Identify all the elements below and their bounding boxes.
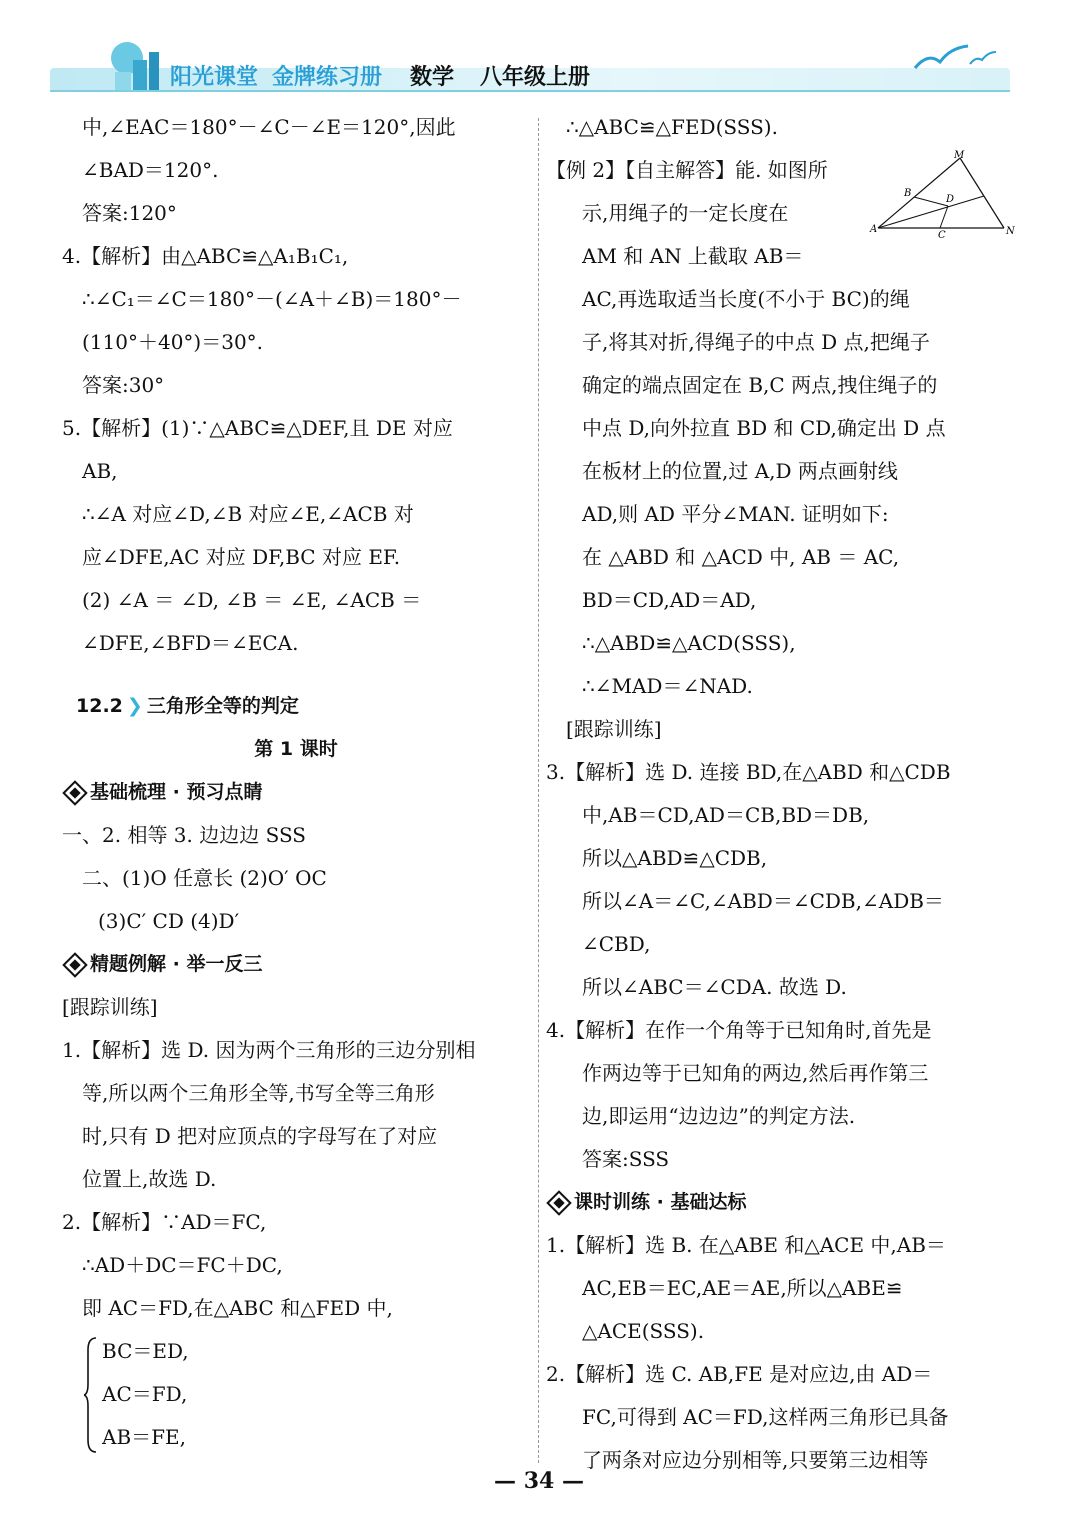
text-line: AM 和 AN 上截取 AB＝ (582, 244, 804, 268)
point-label: M (954, 150, 965, 161)
subsection-heading (62, 771, 530, 814)
subsection-title: 课时训练 · 基础达标 (574, 1191, 747, 1213)
question-1: 1.【解析】选 D. 因为两个三角形的三边分别相 (62, 1038, 476, 1062)
point-label: D (946, 194, 955, 205)
question-3: 3.【解析】选 D. 连接 BD,在△ABD 和△CDB (546, 760, 951, 784)
text-line: ∠DFE,∠BFD＝∠ECA. (82, 631, 299, 655)
text-line: 作两边等于已知角的两边,然后再作第三 (582, 1061, 929, 1085)
text-line: 应∠DFE,AC 对应 DF,BC 对应 EF. (82, 545, 401, 569)
text-line: (2) ∠A ＝ ∠D, ∠B ＝ ∠E, ∠ACB ＝ (82, 588, 422, 612)
segment-am (878, 158, 960, 228)
text-line: 所以∠ABC＝∠CDA. 故选 D. (582, 975, 847, 999)
answer-line: 答案:SSS (582, 1147, 670, 1171)
text-line: 子,将其对折,得绳子的中点 D 点,把绳子 (582, 330, 930, 354)
text-line: △ACE(SSS). (582, 1319, 705, 1343)
text-line: ∴AD＋DC＝FC＋DC, (82, 1253, 283, 1277)
subsection-title: 精题例解 · 举一反三 (90, 953, 263, 975)
text-line: FC,可得到 AC＝FD,这样两三角形已具备 (582, 1405, 949, 1429)
text-line: 中,AB＝CD,AD＝CB,BD＝DB, (582, 803, 870, 827)
segment-bd (914, 197, 948, 206)
diamond-icon (62, 780, 87, 805)
section-heading (62, 685, 530, 728)
text-line: 在 △ABD 和 △ACD 中, AB ＝ AC, (582, 545, 900, 569)
text-line: ∴∠MAD＝∠NAD. (582, 674, 753, 698)
text-line: ∴△ABC≌△FED(SSS). (566, 115, 778, 139)
subsection-title: 基础梳理 · 预习点睛 (90, 781, 263, 803)
text-line: 一、2. 相等 3. 边边边 SSS (62, 823, 306, 847)
example-2: 【例 2】【自主解答】能. 如图所 (546, 158, 828, 182)
subsection-heading (546, 1181, 1026, 1224)
birds-icon (910, 38, 1000, 78)
header-title (170, 60, 590, 91)
text-line: 示,用绳子的一定长度在 (582, 201, 789, 225)
text-line: AC,EB＝EC,AE＝AE,所以△ABE≌ (582, 1276, 903, 1300)
subsection-heading (62, 943, 530, 986)
text-line: 所以∠A＝∠C,∠ABD＝∠CDB,∠ADB＝ (582, 889, 944, 913)
text-line: 位置上,故选 D. (82, 1167, 217, 1191)
text-line: AB, (82, 459, 118, 483)
equation-line: AB＝FE, (102, 1425, 186, 1449)
subject: 数学 (410, 65, 455, 90)
text-line: 中点 D,向外拉直 BD 和 CD,确定出 D 点 (582, 416, 946, 440)
equation-line: AC＝FD, (102, 1382, 188, 1406)
diamond-icon (62, 952, 87, 977)
logo-icon (105, 38, 175, 94)
point-label: A (870, 224, 878, 235)
page-number: — 34 — (494, 1468, 584, 1494)
column-divider (538, 118, 539, 1463)
series-name: 阳光课堂 (170, 65, 259, 90)
text-line: ∴∠A 对应∠D,∠B 对应∠E,∠ACB 对 (82, 502, 414, 526)
text-line: 确定的端点固定在 B,C 两点,拽住绳子的 (582, 373, 938, 397)
text-line: ∠CBD, (582, 932, 651, 956)
question-2: 2.【解析】选 C. AB,FE 是对应边,由 AD＝ (546, 1362, 933, 1386)
chevron-right-icon: ❯ (126, 695, 143, 717)
brace-icon (84, 1336, 98, 1454)
right-column (546, 106, 1026, 1482)
equation-system (62, 1330, 530, 1459)
text-line: (110°＋40°)＝30°. (82, 330, 264, 354)
text-line: ∠BAD＝120°. (82, 158, 219, 182)
question-4: 4.【解析】由△ABC≌△A₁B₁C₁, (62, 244, 349, 268)
angle-bisector-figure (868, 150, 1018, 238)
text-line: 所以△ABD≌△CDB, (582, 846, 768, 870)
text-line: ∴∠C₁＝∠C＝180°－(∠A＋∠B)＝180°－ (82, 287, 462, 311)
segment-mn (960, 158, 1004, 228)
text-line: 二、(1)O 任意长 (2)O′ OC (82, 866, 327, 890)
text-line: 时,只有 D 把对应顶点的字母写在了对应 (82, 1124, 438, 1148)
grade: 八年级上册 (480, 65, 591, 90)
question-4: 4.【解析】在作一个角等于已知角时,首先是 (546, 1018, 932, 1042)
question-2: 2.【解析】∵AD＝FC, (62, 1210, 267, 1234)
track-label: [跟踪训练] (566, 717, 662, 741)
page-header (50, 38, 1010, 98)
diamond-icon (546, 1190, 571, 1215)
text-line: AC,再选取适当长度(不小于 BC)的绳 (582, 287, 910, 311)
section-title: 三角形全等的判定 (146, 695, 299, 717)
text-line: ∴△ABD≌△ACD(SSS), (582, 631, 796, 655)
text-line: 中,∠EAC＝180°－∠C－∠E＝120°,因此 (82, 115, 456, 139)
point-label: B (904, 188, 912, 199)
answer-line: 答案:120° (82, 201, 177, 225)
book-name: 金牌练习册 (272, 65, 383, 90)
text-line: AD,则 AD 平分∠MAN. 证明如下: (582, 502, 889, 526)
section-number: 12.2 (76, 695, 123, 717)
point-label: C (938, 230, 946, 238)
text-line: 等,所以两个三角形全等,书写全等三角形 (82, 1081, 435, 1105)
point-label: N (1006, 226, 1015, 237)
segment-ad (878, 196, 984, 228)
text-line: BD＝CD,AD＝AD, (582, 588, 757, 612)
question-5: 5.【解析】(1)∵△ABC≌△DEF,且 DE 对应 (62, 416, 453, 440)
equation-line: BC＝ED, (102, 1339, 189, 1363)
text-line: (3)C′ CD (4)D′ (98, 909, 240, 933)
left-column (62, 106, 530, 1459)
answer-line: 答案:30° (82, 373, 165, 397)
text-line: 了两条对应边分别相等,只要第三边相等 (582, 1448, 929, 1472)
lesson-title: 第 1 课时 (254, 738, 338, 760)
text-line: 边,即运用“边边边”的判定方法. (582, 1104, 856, 1128)
text-line: 在板材上的位置,过 A,D 两点画射线 (582, 459, 898, 483)
text-line: 即 AC＝FD,在△ABC 和△FED 中, (82, 1296, 393, 1320)
question-1: 1.【解析】选 B. 在△ABE 和△ACE 中,AB＝ (546, 1233, 946, 1257)
track-label: [跟踪训练] (62, 995, 158, 1019)
